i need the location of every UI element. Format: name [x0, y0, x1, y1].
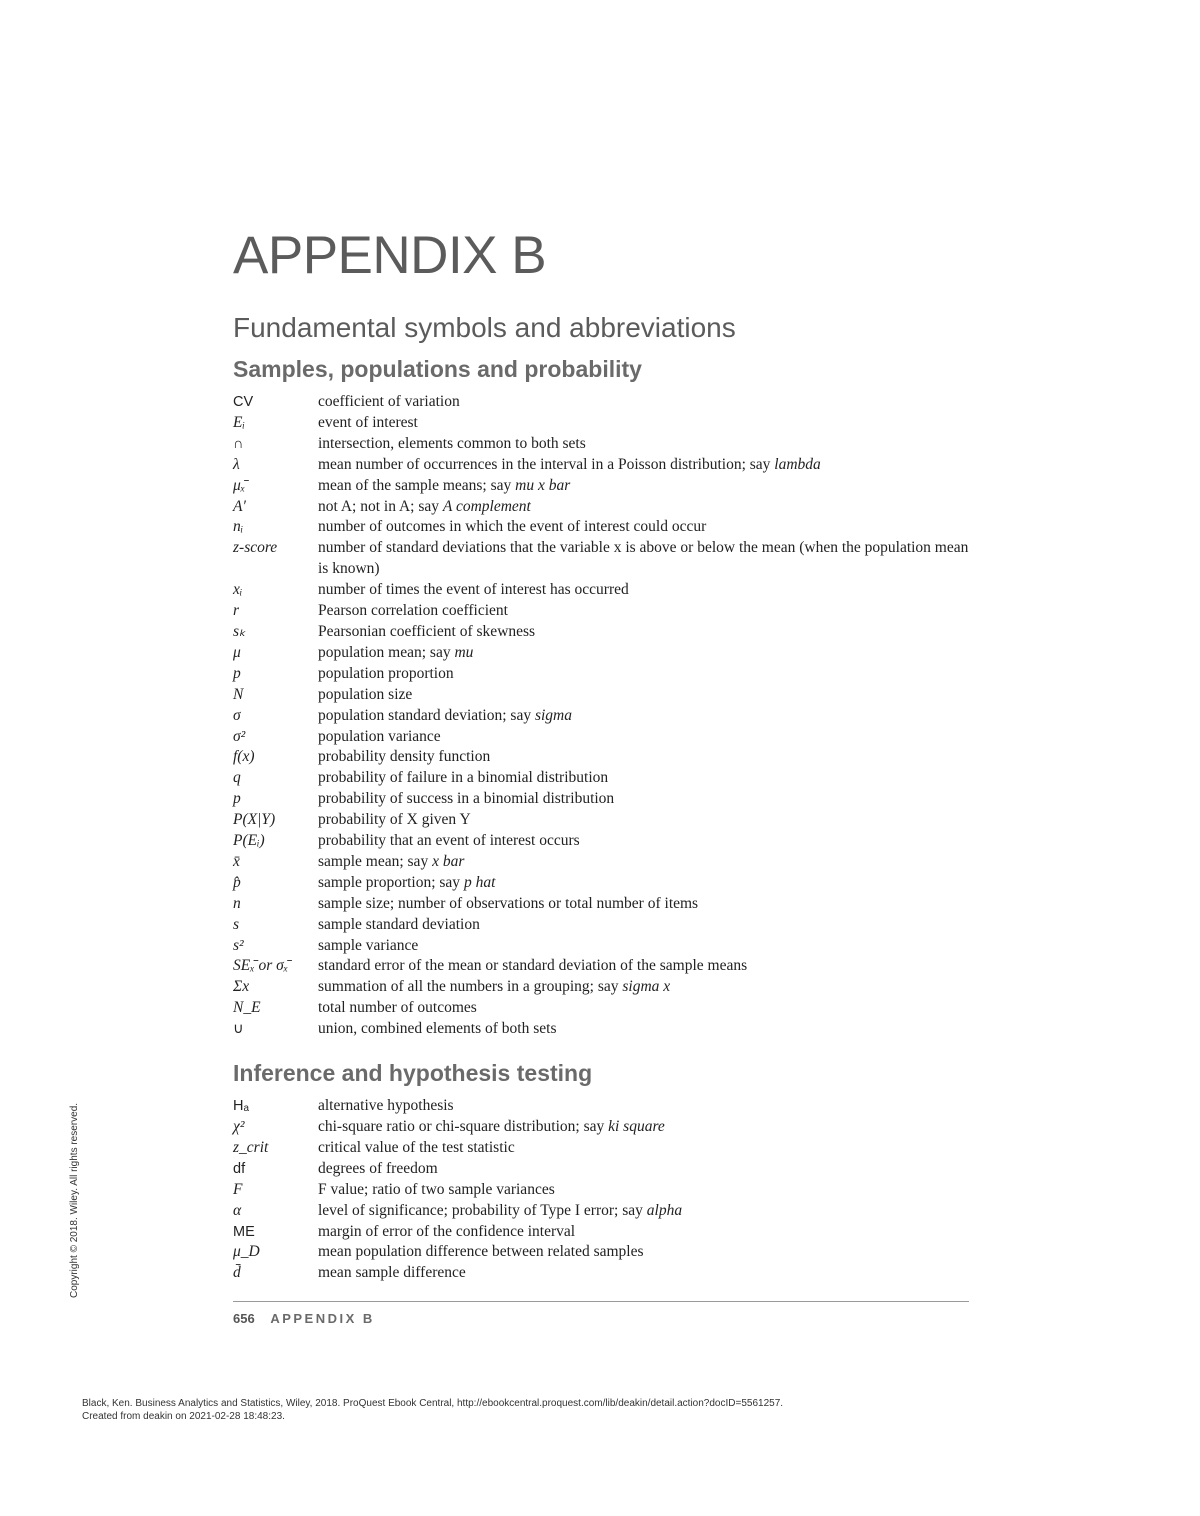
glossary-entry: [233, 392, 973, 413]
glossary-symbol: z-score: [233, 539, 278, 557]
glossary-definition: [318, 1201, 973, 1222]
glossary-symbol: s: [233, 915, 240, 933]
glossary-definition: [318, 1222, 973, 1243]
glossary-entry: [233, 643, 973, 664]
glossary-definition: [318, 998, 973, 1019]
glossary-entry: [233, 1201, 973, 1222]
glossary-symbol: SEₓ̄ or σₓ̄: [233, 957, 289, 975]
glossary-definition: [318, 601, 973, 622]
glossary-entry: [233, 831, 973, 852]
glossary-symbol: σ: [233, 706, 241, 724]
glossary-symbol: n: [233, 894, 241, 912]
glossary-symbol: Hₐ: [233, 1098, 249, 1115]
glossary-definition: [318, 873, 973, 894]
glossary-definition-text: coefficient of variation: [318, 393, 460, 410]
glossary-entry: [233, 580, 973, 601]
glossary-entry: [233, 685, 973, 706]
glossary-pronunciation: lambda: [774, 455, 821, 473]
glossary-definition: [318, 580, 973, 601]
glossary-definition: [318, 706, 973, 727]
glossary-symbol: xᵢ: [233, 581, 243, 599]
glossary-definition: [318, 936, 973, 957]
glossary-symbol: x̄: [233, 852, 240, 870]
glossary-symbol: r: [233, 602, 240, 620]
glossary-definition: [318, 413, 973, 434]
glossary-definition-text: probability that an event of interest occurs: [318, 832, 580, 850]
glossary-symbol: λ: [233, 455, 240, 473]
glossary-list-samples: [233, 392, 973, 1040]
glossary-symbol: μₓ̄: [233, 476, 246, 494]
glossary-definition: [318, 1096, 973, 1117]
glossary-entry: [233, 894, 973, 915]
appendix-title: APPENDIX B: [233, 226, 547, 285]
glossary-definition: [318, 789, 973, 810]
glossary-definition-text: probability of success in a binomial distribution: [318, 790, 615, 808]
glossary-symbol: p̂: [233, 873, 241, 891]
glossary-pronunciation: mu x bar: [515, 476, 571, 494]
glossary-list-inference: [233, 1096, 973, 1284]
running-head: APPENDIX B: [270, 1311, 375, 1326]
glossary-entry: [233, 1180, 973, 1201]
glossary-symbol: χ²: [233, 1118, 245, 1135]
glossary-definition-text: mean sample difference: [318, 1264, 466, 1282]
glossary-entry: [233, 1117, 973, 1138]
glossary-definition-text: chi-square ratio or chi-square distribution; say: [318, 1118, 609, 1135]
footer-divider: [233, 1301, 969, 1302]
glossary-definition-text: sample standard deviation: [318, 915, 480, 933]
glossary-entry: [233, 915, 973, 936]
glossary-definition: [318, 1117, 973, 1138]
glossary-symbol: f(x): [233, 748, 255, 766]
glossary-entry: [233, 789, 973, 810]
glossary-entry: [233, 476, 973, 497]
glossary-symbol: p: [233, 790, 241, 808]
glossary-definition: [318, 622, 973, 643]
glossary-pronunciation: ki square: [608, 1118, 665, 1135]
glossary-entry: [233, 873, 973, 894]
glossary-entry: [233, 538, 973, 580]
glossary-symbol: CV: [233, 394, 254, 410]
glossary-entry: [233, 956, 973, 977]
glossary-definition: [318, 831, 973, 852]
section-heading-inference: Inference and hypothesis testing: [233, 1060, 593, 1087]
glossary-entry: [233, 517, 973, 538]
glossary-entry: [233, 622, 973, 643]
glossary-symbol: α: [233, 1201, 242, 1219]
glossary-entry: [233, 1242, 973, 1263]
appendix-subtitle: Fundamental symbols and abbreviations: [233, 312, 736, 343]
glossary-entry: [233, 1019, 973, 1040]
glossary-entry: [233, 852, 973, 873]
glossary-definition-text: number of times the event of interest has occurred: [318, 581, 629, 599]
glossary-definition-text: mean number of occurrences in the interval in a Poisson distribution; say: [318, 455, 775, 473]
glossary-entry: [233, 413, 973, 434]
glossary-definition-text: number of outcomes in which the event of interest could occur: [318, 518, 707, 536]
glossary-definition-text: intersection, elements common to both sets: [318, 434, 586, 452]
glossary-definition-text: population mean; say: [318, 643, 455, 661]
glossary-definition-text: population standard deviation; say: [318, 706, 535, 724]
glossary-symbol: p: [233, 664, 241, 682]
glossary-definition-text: Pearson correlation coefficient: [318, 602, 508, 620]
glossary-definition: [318, 538, 973, 580]
copyright-notice: Copyright © 2018. Wiley. All rights reserved.: [69, 1102, 80, 1298]
glossary-definition: [318, 434, 973, 455]
glossary-pronunciation: mu: [454, 643, 474, 661]
glossary-symbol: nᵢ: [233, 518, 244, 536]
glossary-definition-text: sample size; number of observations or total number of items: [318, 894, 699, 912]
glossary-entry: [233, 455, 973, 476]
glossary-definition-text: probability of X given Y: [318, 811, 471, 829]
glossary-definition-text: event of interest: [318, 413, 418, 431]
glossary-definition: [318, 517, 973, 538]
glossary-entry: [233, 810, 973, 831]
glossary-symbol: N: [233, 685, 244, 703]
glossary-definition-text: standard error of the mean or standard deviation of the sample means: [318, 957, 748, 975]
glossary-symbol: sₖ: [233, 622, 246, 640]
page-footer: [233, 1311, 375, 1326]
glossary-definition: [318, 977, 973, 998]
glossary-definition-text: margin of error of the confidence interval: [318, 1222, 576, 1240]
glossary-symbol: μ_D: [233, 1243, 260, 1261]
glossary-symbol: ∩: [233, 435, 244, 452]
glossary-definition-text: population size: [318, 685, 413, 703]
glossary-definition: [318, 727, 973, 748]
glossary-symbol: z_crit: [233, 1138, 269, 1156]
glossary-entry: [233, 434, 973, 455]
glossary-definition: [318, 810, 973, 831]
page-content: [233, 222, 973, 1284]
glossary-entry: [233, 1263, 973, 1284]
glossary-entry: [233, 747, 973, 768]
glossary-symbol: ∪: [233, 1021, 244, 1038]
glossary-definition: [318, 1138, 973, 1159]
section-heading-samples: Samples, populations and probability: [233, 356, 642, 382]
citation-created-line: Created from deakin on 2021-02-28 18:48:23.: [82, 1411, 285, 1422]
glossary-pronunciation: x bar: [432, 852, 465, 870]
glossary-entry: [233, 727, 973, 748]
glossary-definition: [318, 497, 973, 518]
glossary-definition-text: number of standard deviations that the variable x is above or below the mean (when the population mean is known): [318, 539, 969, 578]
glossary-symbol: df: [233, 1160, 246, 1177]
glossary-definition: [318, 1159, 973, 1180]
glossary-pronunciation: sigma: [534, 706, 573, 724]
glossary-symbol: s²: [233, 936, 244, 954]
glossary-entry: [233, 1138, 973, 1159]
glossary-symbol: d̄: [233, 1264, 241, 1282]
glossary-definition-text: Pearsonian coefficient of skewness: [318, 622, 536, 640]
glossary-definition: [318, 956, 973, 977]
glossary-definition: [318, 1263, 973, 1284]
glossary-definition-text: probability of failure in a binomial distribution: [318, 769, 609, 787]
glossary-definition: [318, 915, 973, 936]
glossary-symbol: q: [233, 769, 241, 787]
glossary-entry: [233, 1222, 973, 1243]
glossary-pronunciation: sigma x: [622, 978, 671, 996]
glossary-definition-text: sample variance: [318, 936, 419, 954]
glossary-pronunciation: alpha: [646, 1201, 683, 1219]
glossary-definition-text: sample mean; say: [318, 852, 433, 870]
glossary-symbol: A′: [233, 497, 246, 515]
glossary-symbol: ME: [233, 1223, 255, 1240]
glossary-definition: [318, 1019, 973, 1040]
glossary-entry: [233, 998, 973, 1019]
glossary-definition: [318, 1180, 973, 1201]
glossary-entry: [233, 977, 973, 998]
glossary-symbol: N_E: [233, 999, 261, 1017]
glossary-definition: [318, 643, 973, 664]
glossary-entry: [233, 936, 973, 957]
glossary-definition-text: total number of outcomes: [318, 999, 477, 1017]
glossary-definition: [318, 455, 973, 476]
glossary-definition-text: summation of all the numbers in a grouping; say: [318, 978, 623, 996]
glossary-entry: [233, 1159, 973, 1180]
glossary-definition: [318, 747, 973, 768]
page-number: 656: [233, 1311, 255, 1326]
glossary-pronunciation: p hat: [463, 873, 496, 891]
glossary-symbol: P(Eᵢ): [233, 832, 265, 850]
glossary-definition-text: mean population difference between related samples: [318, 1243, 644, 1261]
glossary-definition-text: sample proportion; say: [318, 873, 464, 891]
glossary-entry: [233, 497, 973, 518]
glossary-symbol: P(X|Y): [233, 811, 276, 829]
glossary-definition-text: population proportion: [318, 664, 454, 682]
glossary-definition: [318, 852, 973, 873]
glossary-definition-text: mean of the sample means; say: [318, 476, 516, 494]
glossary-definition-text: critical value of the test statistic: [318, 1138, 515, 1156]
glossary-symbol: μ: [233, 643, 241, 661]
glossary-definition-text: level of significance; probability of Type I error; say: [318, 1201, 647, 1219]
glossary-entry: [233, 664, 973, 685]
citation-line: Black, Ken. Business Analytics and Statistics, Wiley, 2018. ProQuest Ebook Central, http://ebookcentral.proquest.com/lib/deakin/detail.action?docID=5561257.: [82, 1398, 784, 1409]
glossary-symbol: Σx: [233, 978, 250, 996]
glossary-definition: [318, 768, 973, 789]
glossary-symbol: F: [233, 1180, 243, 1198]
glossary-symbol: Eᵢ: [233, 413, 245, 431]
citation-block: [82, 1397, 783, 1423]
glossary-definition: [318, 392, 973, 413]
glossary-definition: [318, 894, 973, 915]
glossary-definition-text: union, combined elements of both sets: [318, 1020, 557, 1038]
glossary-definition-text: population variance: [318, 727, 441, 745]
glossary-definition: [318, 685, 973, 706]
glossary-definition: [318, 476, 973, 497]
glossary-entry: [233, 1096, 973, 1117]
glossary-definition-text: not A; not in A; say: [318, 497, 443, 515]
glossary-definition-text: degrees of freedom: [318, 1159, 438, 1177]
glossary-definition: [318, 1242, 973, 1263]
glossary-pronunciation: A complement: [442, 497, 531, 515]
glossary-definition-text: alternative hypothesis: [318, 1097, 454, 1115]
glossary-entry: [233, 601, 973, 622]
glossary-definition: [318, 664, 973, 685]
glossary-entry: [233, 768, 973, 789]
glossary-symbol: σ²: [233, 727, 246, 745]
glossary-definition-text: F value; ratio of two sample variances: [318, 1180, 555, 1198]
glossary-definition-text: probability density function: [318, 748, 491, 766]
glossary-entry: [233, 706, 973, 727]
